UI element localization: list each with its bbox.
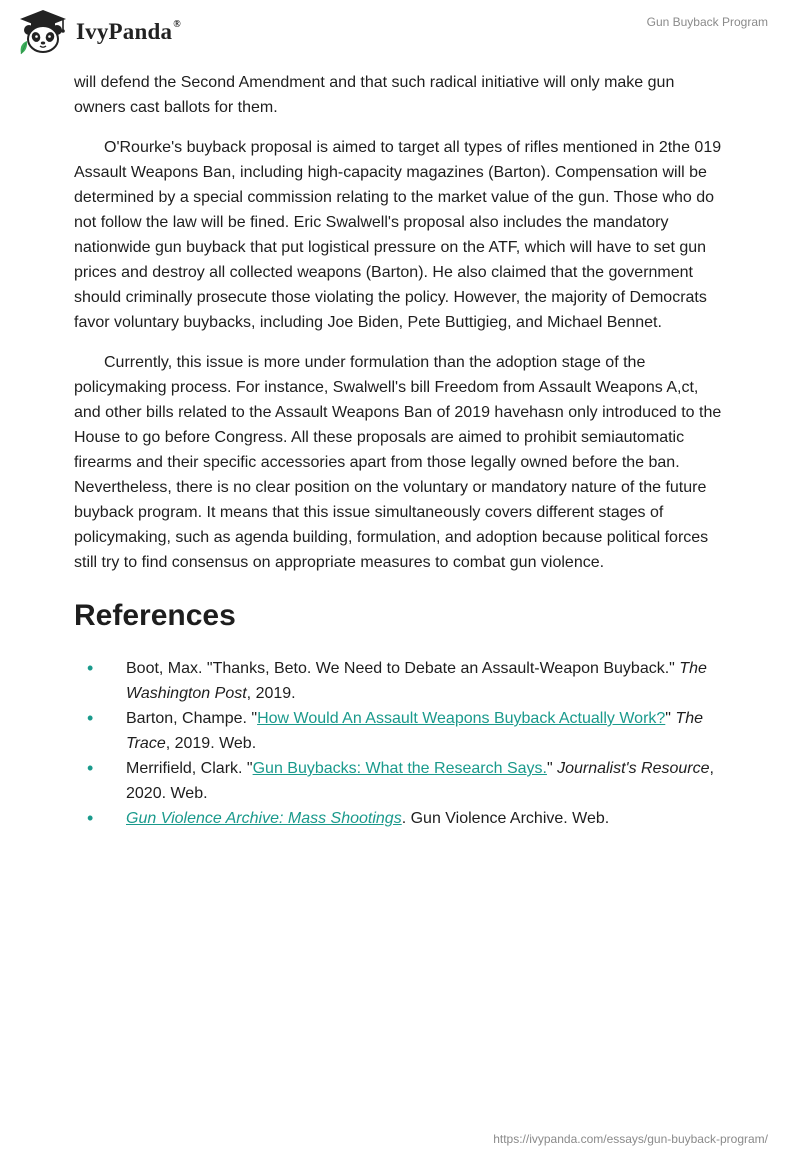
essay-content [74, 70, 724, 831]
page-header [0, 0, 800, 62]
reference-item: • Barton, Champe. "How Would An Assault Weapons Buyback Actually Work?" The Trace, 2019. Web. [87, 708, 703, 752]
reference-link[interactable]: Gun Buybacks: What the Research Says. [252, 760, 547, 777]
reference-source: The Trace [126, 710, 703, 752]
body-paragraph: O'Rourke's buyback proposal is aimed to target all types of rifles mentioned in 2the 019 Assault Weapons Ban, including high-capacity magazines (Barton). Compensation will be determined by a special commission relating to the market value of the gun. Those who do not follow the law will be fined. Eric Swalwell's proposal also includes the mandatory nationwide gun buyback that put logistical pressure on the ATF, which will have to set gun prices and destroy all collected weapons (Barton). He also claimed that the government should criminally prosecute those violating the policy. However, the majority of Democrats favor voluntary buybacks, including Joe Biden, Pete Buttigieg, and Michael Bennet. [74, 139, 722, 331]
brand-name: IvyPanda® [76, 19, 181, 44]
bullet-icon: • [87, 658, 94, 678]
footer-url[interactable]: https://ivypanda.com/essays/gun-buyback-program/ [493, 1132, 768, 1146]
bullet-icon: • [87, 708, 94, 728]
references-list [74, 656, 724, 831]
reference-link[interactable]: How Would An Assault Weapons Buyback Actually Work? [257, 710, 666, 727]
panda-logo-icon [16, 8, 70, 56]
reference-source: The Washington Post [126, 660, 707, 702]
reference-item: • Gun Violence Archive: Mass Shootings. Gun Violence Archive. Web. [74, 806, 724, 831]
body-paragraph: will defend the Second Amendment and that such radical initiative will only make gun owners cast ballots for them. [74, 74, 675, 116]
brand-logo[interactable] [16, 8, 181, 56]
references-heading: References [74, 599, 236, 632]
body-paragraph: Currently, this issue is more under formulation than the adoption stage of the policymaking process. For instance, Swalwell's bill Freedom from Assault Weapons A,ct, and other bills related to the Assault Weapons Ban of 2019 havehasn only introduced to the House to go before Congress. All these proposals are aimed to prohibit semiautomatic firearms and their specific accessories apart from those legally owned before the ban. Nevertheless, there is no clear position on the voluntary or mandatory nature of the future buyback program. It means that this issue simultaneously covers different stages of policymaking, such as agenda building, formulation, and adoption because political forces still try to find consensus on appropriate measures to combat gun violence. [74, 354, 722, 571]
reference-item: • Boot, Max. "Thanks, Beto. We Need to Debate an Assault-Weapon Buyback." The Washington Post, 2019. [87, 658, 707, 702]
reference-link[interactable]: Gun Violence Archive: Mass Shootings [126, 810, 402, 827]
document-title: Gun Buyback Program [646, 15, 768, 29]
bullet-icon: • [87, 808, 94, 828]
reference-source: Journalist's Resource [557, 760, 710, 777]
bullet-icon: • [87, 758, 94, 778]
reference-item: • Merrifield, Clark. "Gun Buybacks: What the Research Says." Journalist's Resource, 2020. Web. [87, 758, 714, 802]
